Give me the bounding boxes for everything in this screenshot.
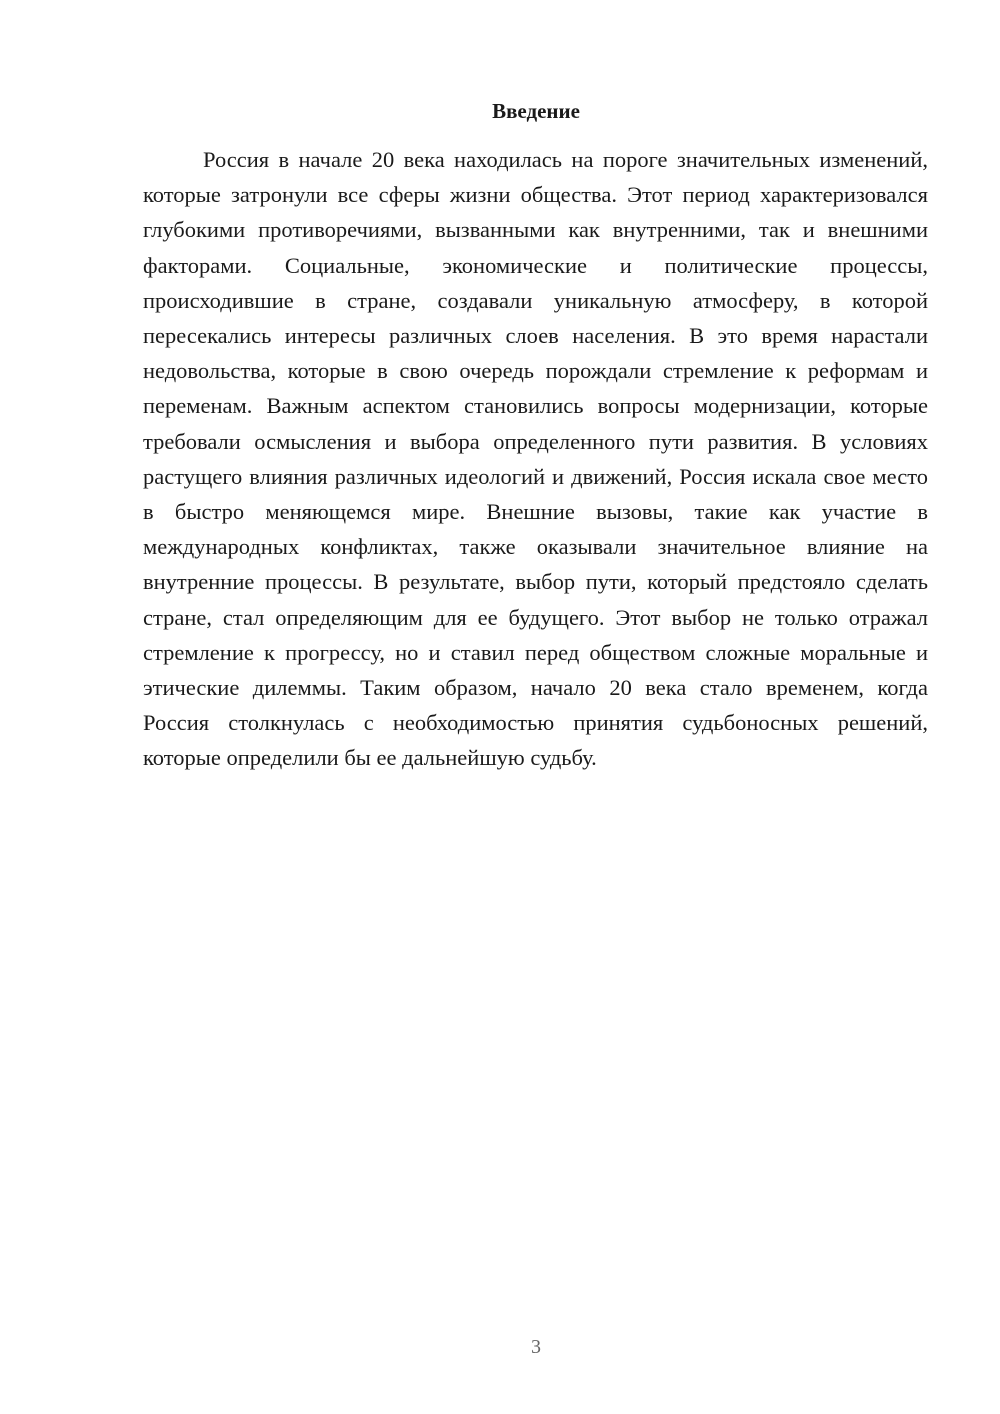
page-number: 3 [531, 1336, 541, 1358]
section-heading: Введение [492, 99, 580, 123]
body-paragraph: Россия в начале 20 века находилась на пороге значительных изменений, которые затронули все сферы жизни общества. Этот период характеризовался глубокими противоречиями, вызванными как внутренними, так и внешними факторами. Социальные, экономические и политические процессы, происходившие в стране, создавали уникальную атмосферу, в которой пересекались интересы различных слоев населения. В это время нарастали недовольства, которые в свою очередь порождали стремление к реформам и переменам. Важным аспектом становились вопросы модернизации, которые требовали осмысления и выбора определенного пути развития. В условиях растущего влияния различных идеологий и движений, Россия искала свое место в быстро меняющемся мире. Внешние вызовы, такие как участие в международных конфликтах, также оказывали значительное влияние на внутренние процессы. В результате, выбор пути, который предстояло сделать стране, стал определяющим для ее будущего. Этот выбор не только отражал стремление к прогрессу, но и ставил перед обществом сложные моральные и этические дилеммы. Таким образом, начало 20 века стало временем, когда Россия столкнулась с необходимостью принятия судьбоносных решений, которые определили бы ее дальнейшую судьбу. [143, 147, 928, 771]
